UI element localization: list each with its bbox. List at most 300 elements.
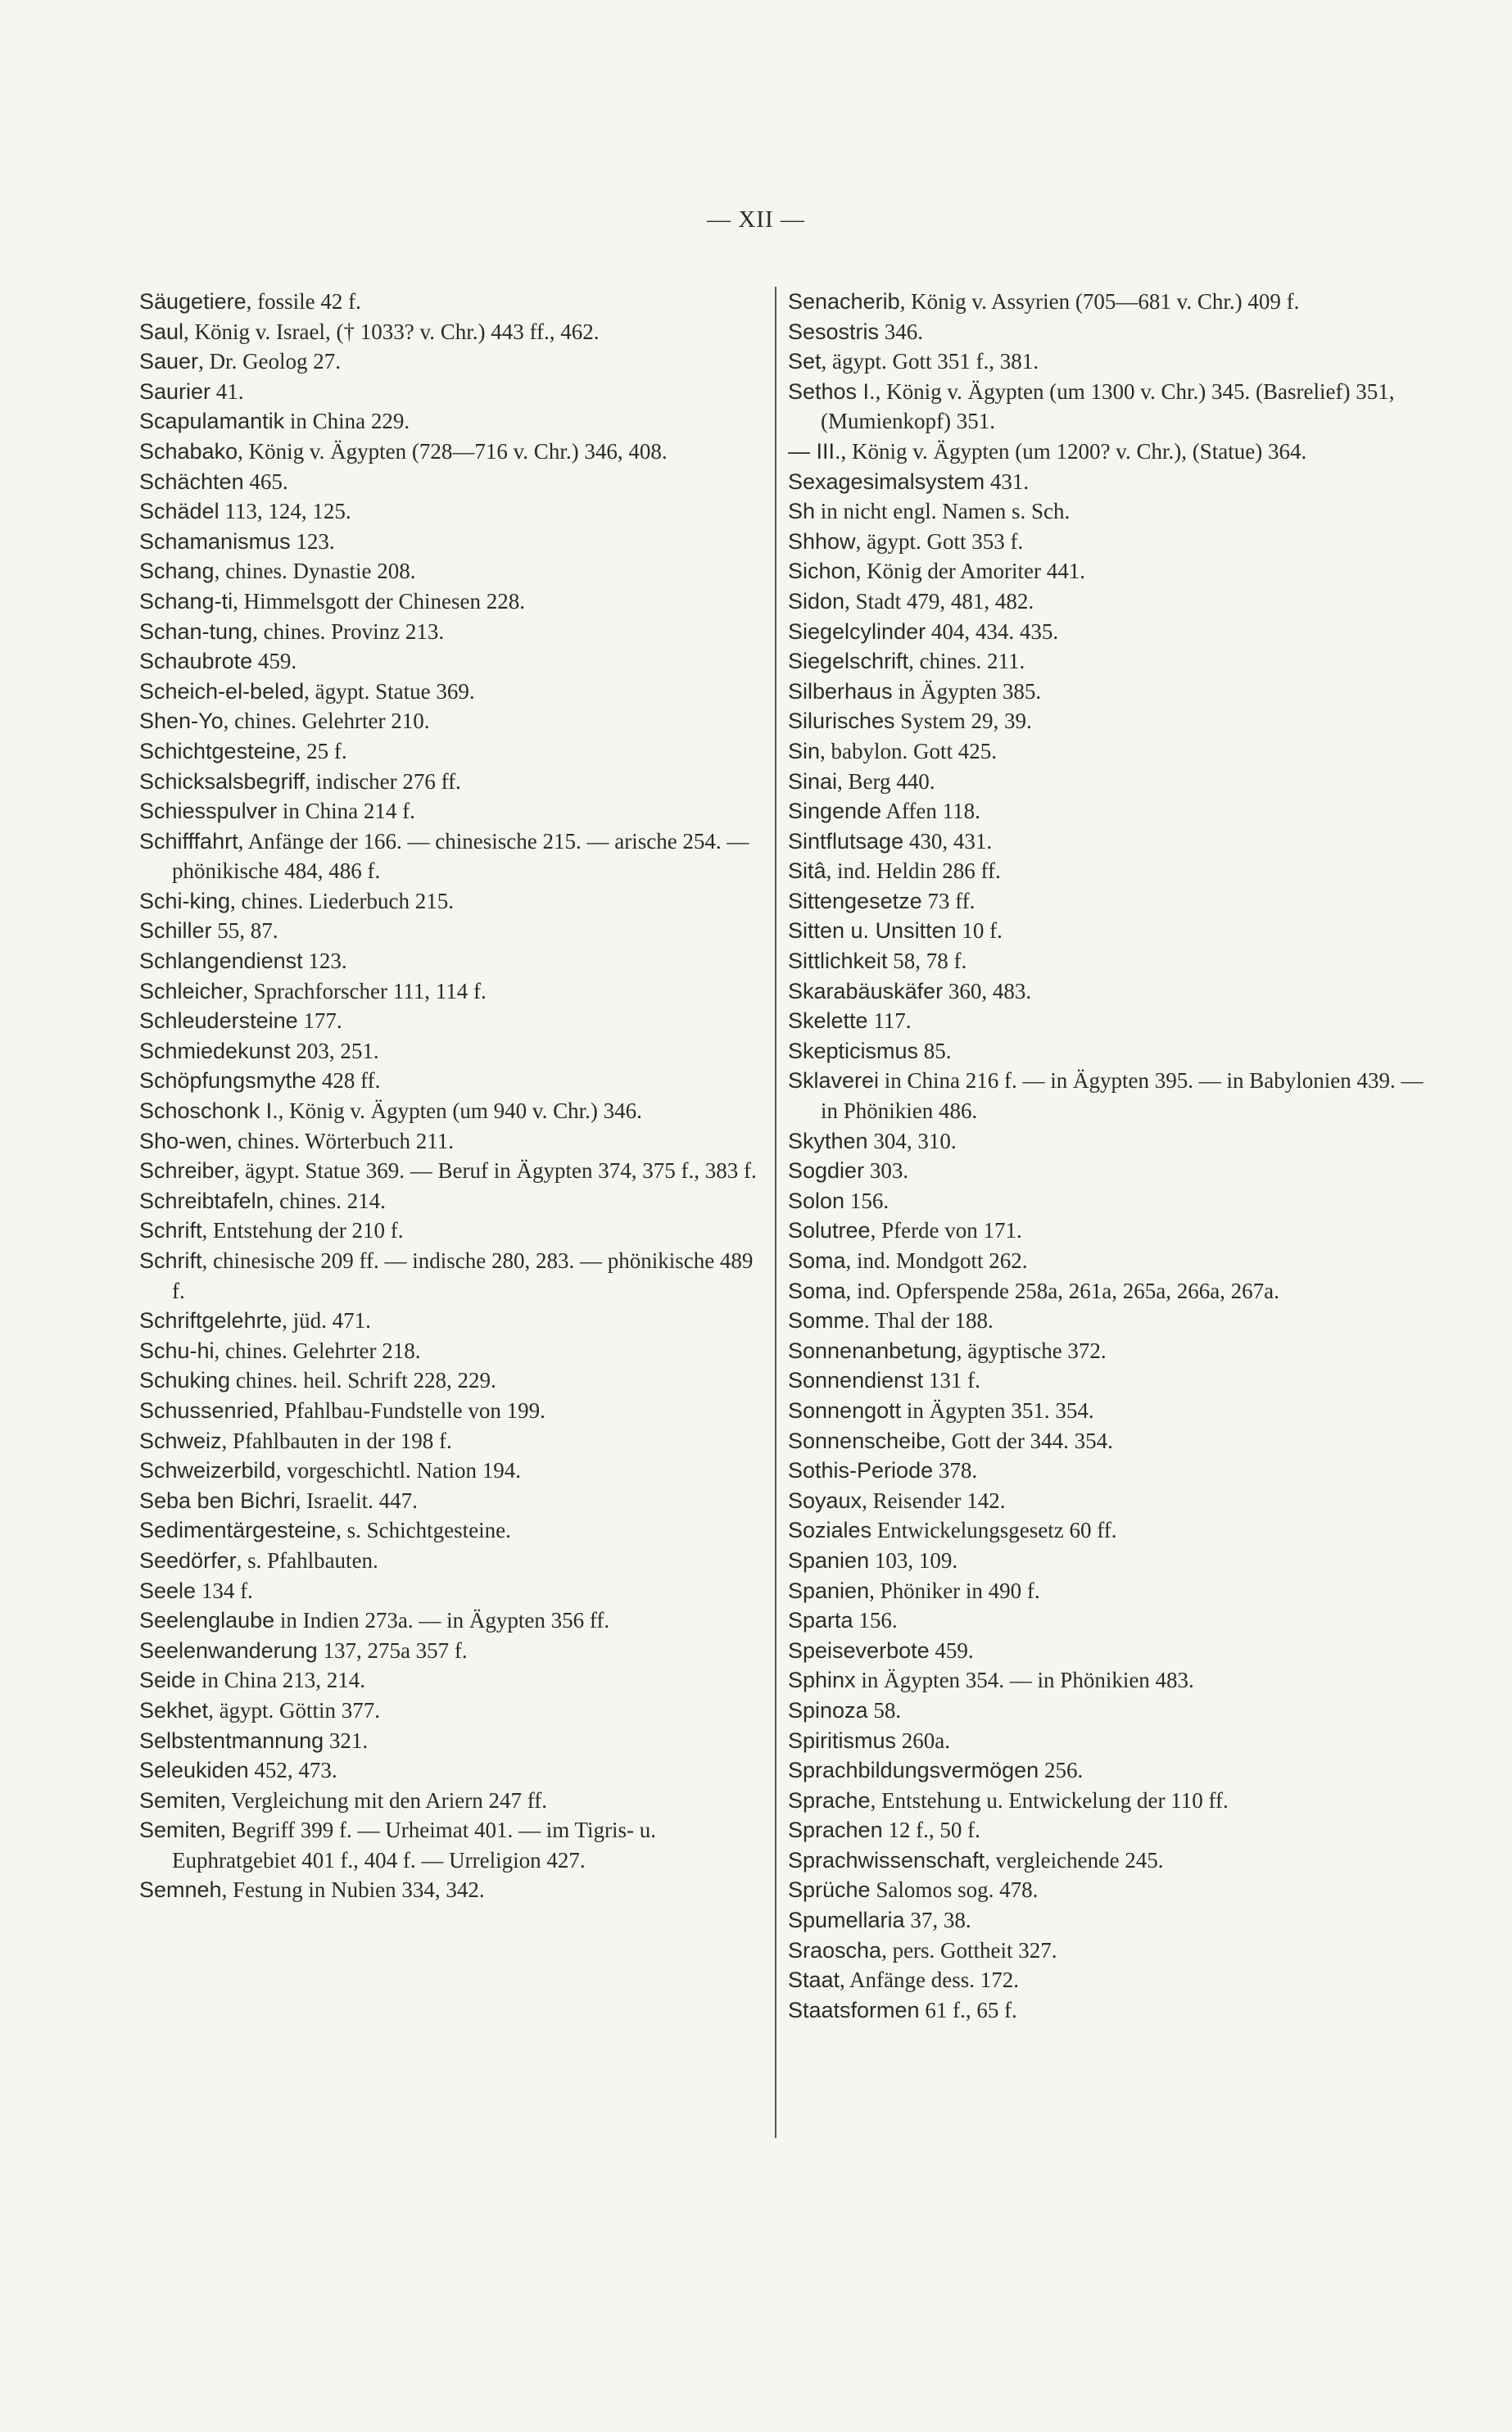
index-references: , Pferde von 171.: [870, 1218, 1022, 1243]
index-term: Sprachbildungsvermögen: [788, 1758, 1039, 1783]
index-term: Skythen: [788, 1128, 868, 1153]
index-entry: [139, 406, 767, 437]
index-entry: [139, 767, 767, 797]
index-term: Sittlichkeit: [788, 949, 888, 974]
index-term: Schlangendienst: [139, 949, 303, 974]
index-term: Solon: [788, 1188, 845, 1213]
index-entry: [139, 1726, 767, 1756]
index-term: Sprache: [788, 1787, 871, 1813]
index-references: 113, 124, 125.: [219, 499, 351, 524]
index-entry: [788, 617, 1427, 647]
index-entry: [139, 556, 767, 586]
index-entry: [139, 1815, 767, 1875]
index-term: Sitten u. Unsitten: [788, 918, 957, 944]
index-term: Soma: [788, 1278, 846, 1303]
index-entry: [139, 1156, 767, 1186]
index-references: , Himmelsgott der Chinesen 228.: [233, 588, 526, 614]
index-references: 37, 38.: [904, 1908, 971, 1933]
index-term: Spiritismus: [788, 1728, 897, 1753]
index-term: Sraoscha: [788, 1937, 882, 1963]
index-references: , chines. Liederbuch 215.: [230, 888, 454, 913]
index-entry: [788, 527, 1427, 557]
index-references: , König der Amoriter 441.: [855, 559, 1086, 584]
index-term: Schriftgelehrte: [139, 1308, 283, 1334]
index-entry: [788, 1636, 1427, 1666]
index-entry: [139, 1875, 767, 1905]
index-entry: [788, 736, 1427, 767]
index-references: , Entstehung der 210 f.: [201, 1218, 404, 1243]
index-column-left: [139, 287, 767, 1905]
index-term: Schreiber: [139, 1158, 234, 1184]
index-term: Seedörfer: [139, 1547, 237, 1573]
index-column-right: [788, 287, 1427, 2025]
index-entry: [788, 1006, 1427, 1036]
index-entry: [788, 916, 1427, 946]
index-references: 85.: [918, 1038, 952, 1063]
index-term: Schleudersteine: [139, 1008, 298, 1034]
index-references: 459.: [252, 649, 297, 674]
index-entry: [139, 617, 767, 647]
index-entry: [139, 1246, 767, 1306]
index-term: Singende: [788, 799, 882, 824]
index-references: , Festung in Nubien 334, 342.: [221, 1877, 485, 1903]
index-entry: [788, 1546, 1427, 1576]
index-term: Schi-king: [139, 888, 231, 913]
index-entry: [788, 1126, 1427, 1157]
column-divider: [775, 287, 776, 2138]
index-references: , König v. Ägypten (um 940 v. Chr.) 346.: [278, 1098, 642, 1124]
index-references: , Stadt 479, 481, 482.: [844, 588, 1034, 614]
index-term: Staat: [788, 1968, 840, 1993]
index-term: Sintflutsage: [788, 828, 904, 854]
index-term: Schan-tung: [139, 618, 253, 644]
index-references: , fossile 42 f.: [246, 289, 361, 314]
index-references: , pers. Gottheit 327.: [881, 1937, 1057, 1963]
index-entry: [788, 1456, 1427, 1486]
index-entry: [788, 1995, 1427, 2026]
index-term: Schu-hi: [139, 1338, 215, 1363]
index-references: , chines. 211.: [908, 649, 1025, 674]
index-term: Schädel: [139, 499, 220, 524]
index-term: Sethos I.: [788, 378, 876, 404]
index-entry: [139, 916, 767, 946]
index-entry: [788, 1936, 1427, 1966]
index-references: , ägypt. Statue 369. — Beruf in Ägypten 374, 375 f., 383 f.: [233, 1158, 757, 1184]
index-term: Schuking: [139, 1368, 231, 1393]
index-term: Sphinx: [788, 1668, 856, 1693]
index-term: Saurier: [139, 378, 211, 404]
index-entry: [139, 1605, 767, 1636]
index-references: , ägyptische 372.: [956, 1338, 1107, 1363]
index-term: Schreibtafeln: [139, 1188, 269, 1213]
index-term: Seelenglaube: [139, 1608, 275, 1633]
index-references: 360, 483.: [943, 978, 1032, 1003]
index-term: Soziales: [788, 1518, 872, 1543]
index-term: Sidon: [788, 588, 845, 614]
index-term: Sonnengott: [788, 1397, 902, 1423]
index-entry: [139, 1576, 767, 1606]
index-references: , König v. Ägypten (um 1300 v. Chr.) 345. (Basrelief) 351, (Mumienkopf) 351.: [821, 378, 1395, 434]
index-entry: [139, 1426, 767, 1456]
index-term: Sinai: [788, 768, 838, 794]
index-entry: [139, 1306, 767, 1336]
index-term: Shen-Yo: [139, 709, 224, 734]
index-references: , Gott der 344. 354.: [940, 1428, 1113, 1453]
index-references: , Reisender 142.: [862, 1488, 1006, 1513]
index-references: 452, 473.: [248, 1758, 337, 1783]
index-references: , Sprachforscher 111, 114 f.: [242, 978, 487, 1003]
index-references: 55, 87.: [211, 918, 278, 944]
index-references: , chinesische 209 ff. — indische 280, 283. — phönikische 489 f.: [172, 1248, 754, 1303]
index-references: , ägypt. Göttin 377.: [208, 1697, 381, 1723]
index-term: Siegelcylinder: [788, 618, 926, 644]
index-entry: [788, 1396, 1427, 1426]
index-term: Sklaverei: [788, 1068, 880, 1094]
index-entry: [788, 646, 1427, 677]
index-references: 134 f.: [196, 1578, 253, 1603]
index-term: Speiseverbote: [788, 1637, 930, 1663]
index-entry: [139, 1665, 767, 1696]
index-references: , chines. Gelehrter 218.: [214, 1338, 421, 1363]
index-entry: [139, 1006, 767, 1036]
index-entry: [788, 1786, 1427, 1816]
index-references: 103, 109.: [869, 1547, 958, 1573]
index-references: , Anfänge der 166. — chinesische 215. — arische 254. — phönikische 484, 486 f.: [172, 828, 749, 884]
index-entry: [788, 1905, 1427, 1936]
index-references: Affen 118.: [881, 799, 980, 824]
index-references: in China 213, 214.: [196, 1668, 366, 1693]
index-entry: [139, 346, 767, 377]
page-number: — XII —: [707, 206, 805, 233]
index-references: , chines. Provinz 213.: [252, 618, 445, 644]
index-term: Semiten: [139, 1787, 221, 1813]
index-term: Seba ben Bichri: [139, 1488, 296, 1513]
index-entry: [139, 1365, 767, 1396]
index-entry: [139, 1396, 767, 1426]
index-entry: [788, 1875, 1427, 1905]
index-term: Saul: [139, 319, 184, 344]
index-entry: [788, 1486, 1427, 1516]
index-references: in China 216 f. — in Ägypten 395. — in Babylonien 439. — in Phönikien 486.: [821, 1068, 1424, 1124]
index-entry: [788, 946, 1427, 976]
index-references: in Ägypten 351. 354.: [901, 1397, 1094, 1423]
index-entry: [788, 1965, 1427, 1995]
index-references: 404, 434. 435.: [926, 618, 1059, 644]
index-references: 378.: [933, 1458, 978, 1483]
index-term: Sonnenanbetung: [788, 1338, 957, 1363]
index-entry: [788, 1605, 1427, 1636]
index-references: , Pfahlbauten in der 198 f.: [221, 1428, 452, 1453]
index-references: , jüd. 471.: [282, 1308, 371, 1334]
index-entry: [788, 1815, 1427, 1846]
index-term: Sesostris: [788, 319, 880, 344]
index-entry: [139, 1486, 767, 1516]
index-references: , Israelit. 447.: [295, 1488, 418, 1513]
index-entry: [139, 467, 767, 497]
index-entry: [788, 1426, 1427, 1456]
index-entry: [139, 736, 767, 767]
index-term: Schmiedekunst: [139, 1038, 291, 1063]
index-entry: [139, 886, 767, 917]
index-references: , ind. Opferspende 258a, 261a, 265a, 266a, 267a.: [845, 1278, 1279, 1303]
index-references: , s. Schichtgesteine.: [336, 1518, 511, 1543]
index-entry: [788, 467, 1427, 497]
index-references: 156.: [853, 1608, 898, 1633]
index-entry: [139, 1066, 767, 1096]
index-term: Schrift: [139, 1248, 202, 1273]
index-term: Siegelschrift: [788, 649, 909, 674]
index-term: Soma: [788, 1248, 846, 1273]
index-term: Schicksalsbegriff: [139, 768, 306, 794]
index-entry: [788, 767, 1427, 797]
index-references: in nicht engl. Namen s. Sch.: [815, 499, 1071, 524]
index-references: 58, 78 f.: [887, 949, 967, 974]
index-entry: [788, 1216, 1427, 1246]
index-references: 304, 310.: [867, 1128, 957, 1153]
index-term: Sprachwissenschaft: [788, 1847, 985, 1873]
index-term: Sh: [788, 499, 816, 524]
index-references: 459.: [929, 1637, 974, 1663]
index-references: System 29, 39.: [894, 709, 1032, 734]
index-references: 346.: [879, 319, 924, 344]
index-term: Sho-wen: [139, 1128, 227, 1153]
index-term: Semneh: [139, 1877, 222, 1903]
index-references: in Ägypten 354. — in Phönikien 483.: [855, 1668, 1194, 1693]
index-entry: [788, 1755, 1427, 1786]
index-entry: [139, 1336, 767, 1366]
index-references: , König v. Israel, († 1033? v. Chr.) 443 ff., 462.: [183, 319, 600, 344]
index-term: Sauer: [139, 349, 199, 374]
index-term: Sonnendienst: [788, 1368, 924, 1393]
index-references: 117.: [867, 1008, 912, 1034]
index-term: Silurisches: [788, 709, 895, 734]
index-entry: [788, 706, 1427, 736]
index-term: Sparta: [788, 1608, 853, 1633]
index-term: Schifffahrt: [139, 828, 238, 854]
index-entry: [788, 856, 1427, 886]
index-references: 465.: [243, 469, 288, 494]
index-term: Skarabäuskäfer: [788, 978, 944, 1003]
index-term: Schabako: [139, 438, 238, 464]
index-references: , ind. Heldin 286 ff.: [826, 858, 1001, 884]
index-term: Seelenwanderung: [139, 1637, 318, 1663]
index-term: Seide: [139, 1668, 197, 1693]
index-term: Spanien: [788, 1578, 870, 1603]
index-term: Spinoza: [788, 1697, 868, 1723]
index-term: Senacherib: [788, 289, 900, 314]
index-entry: [139, 1036, 767, 1067]
index-term: Sin: [788, 738, 821, 763]
index-entry: [788, 346, 1427, 377]
index-entry: [788, 1336, 1427, 1366]
index-references: , König v. Ägypten (um 1200? v. Chr.), (Statue) 364.: [840, 438, 1307, 464]
index-term: Set: [788, 349, 822, 374]
index-entry: [788, 1156, 1427, 1186]
index-entry: [788, 377, 1427, 437]
index-term: Schiesspulver: [139, 799, 278, 824]
index-references: , 25 f.: [295, 738, 347, 763]
index-term: Shhow: [788, 528, 856, 554]
index-entry: [139, 1786, 767, 1816]
index-term: Spanien: [788, 1547, 870, 1573]
index-term: Sittengesetze: [788, 888, 922, 913]
index-entry: [788, 1665, 1427, 1696]
index-entry: [139, 1216, 767, 1246]
index-references: in China 229.: [284, 409, 410, 434]
index-entry: [788, 1276, 1427, 1307]
index-references: , ägypt. Statue 369.: [304, 678, 475, 704]
index-entry: [788, 976, 1427, 1007]
index-entry: [788, 1696, 1427, 1726]
index-references: 61 f., 65 f.: [919, 1997, 1017, 2022]
index-entry: [788, 886, 1427, 917]
index-term: Schichtgesteine: [139, 738, 296, 763]
index-references: 177.: [297, 1008, 342, 1034]
index-references: chines. heil. Schrift 228, 229.: [230, 1368, 496, 1393]
index-references: 321.: [324, 1728, 369, 1753]
index-term: Seele: [139, 1578, 197, 1603]
index-term: Schaubrote: [139, 649, 253, 674]
index-term: Schweiz: [139, 1428, 222, 1453]
index-entry: [139, 1755, 767, 1786]
index-term: Silberhaus: [788, 678, 893, 704]
index-entry: [139, 1456, 767, 1486]
index-references: , vorgeschichtl. Nation 194.: [275, 1458, 522, 1483]
index-references: , s. Pfahlbauten.: [236, 1547, 378, 1573]
index-references: 131 f.: [923, 1368, 980, 1393]
index-term: Sitâ: [788, 858, 826, 884]
index-references: , Begriff 399 f. — Urheimat 401. — im Tigris- u. Euphratgebiet 401 f., 404 f. — Urreligion 427.: [172, 1818, 657, 1873]
index-entry: [788, 586, 1427, 617]
index-references: 203, 251.: [290, 1038, 379, 1063]
index-term: Somme: [788, 1308, 865, 1334]
index-entry: [139, 827, 767, 886]
index-term: Schrift: [139, 1218, 202, 1243]
index-entry: [788, 1846, 1427, 1876]
index-term: Skepticismus: [788, 1038, 919, 1063]
index-references: 256.: [1039, 1758, 1084, 1783]
index-entry: [788, 827, 1427, 857]
index-references: , Anfänge dess. 172.: [840, 1968, 1020, 1993]
index-entry: [139, 976, 767, 1007]
index-references: , chines. Gelehrter 210.: [223, 709, 430, 734]
index-entry: [139, 677, 767, 707]
index-term: — III.: [788, 438, 841, 464]
index-entry: [139, 496, 767, 527]
index-references: , ind. Mondgott 262.: [845, 1248, 1028, 1273]
index-references: 303.: [864, 1158, 909, 1184]
index-entry: [788, 287, 1427, 317]
index-entry: [139, 1126, 767, 1157]
index-references: Entwickelungsgesetz 60 ff.: [871, 1518, 1117, 1543]
index-term: Sogdier: [788, 1158, 865, 1184]
index-references: , König v. Assyrien (705—681 v. Chr.) 409 f.: [899, 289, 1300, 314]
index-entry: [788, 1576, 1427, 1606]
index-references: , Phöniker in 490 f.: [869, 1578, 1040, 1603]
index-entry: [139, 377, 767, 407]
index-entry: [788, 1515, 1427, 1546]
index-entry: [788, 317, 1427, 347]
index-references: 58.: [867, 1697, 902, 1723]
index-entry: [139, 1515, 767, 1546]
index-term: Sedimentärgesteine: [139, 1518, 337, 1543]
index-entry: [788, 1186, 1427, 1216]
index-references: , chines. Dynastie 208.: [214, 559, 416, 584]
index-entry: [788, 677, 1427, 707]
index-entry: [139, 437, 767, 467]
index-term: Soyaux: [788, 1488, 862, 1513]
index-references: 12 f., 50 f.: [882, 1818, 980, 1843]
index-term: Schweizerbild: [139, 1458, 276, 1483]
index-entry: [139, 527, 767, 557]
index-entry: [788, 1365, 1427, 1396]
index-references: , ägypt. Gott 353 f.: [855, 528, 1024, 554]
index-term: Selbstentmannung: [139, 1728, 324, 1753]
index-term: Skelette: [788, 1008, 868, 1034]
index-references: 41.: [211, 378, 244, 404]
index-references: 431.: [985, 469, 1030, 494]
index-references: , chines. Wörterbuch 211.: [226, 1128, 455, 1153]
index-term: Schussenried: [139, 1397, 274, 1423]
index-term: Säugetiere: [139, 289, 247, 314]
index-entry: [139, 1096, 767, 1126]
index-references: 260a.: [896, 1728, 951, 1753]
index-term: Schleicher: [139, 978, 243, 1003]
index-references: , Pfahlbau-Fundstelle von 199.: [273, 1397, 545, 1423]
index-references: 123.: [302, 949, 347, 974]
index-entry: [139, 1696, 767, 1726]
index-references: , vergleichende 245.: [985, 1847, 1164, 1873]
index-term: Sichon: [788, 559, 856, 584]
index-term: Sprachen: [788, 1818, 883, 1843]
index-references: , Dr. Geolog 27.: [198, 349, 342, 374]
index-references: , ägypt. Gott 351 f., 381.: [821, 349, 1039, 374]
index-term: Sekhet: [139, 1697, 209, 1723]
index-entry: [788, 496, 1427, 527]
index-entry: [139, 946, 767, 976]
index-term: Scapulamantik: [139, 409, 285, 434]
index-references: , Vergleichung mit den Ariern 247 ff.: [220, 1787, 547, 1813]
index-term: Staatsformen: [788, 1997, 920, 2022]
index-term: Schamanismus: [139, 528, 291, 554]
index-references: , babylon. Gott 425.: [820, 738, 998, 763]
index-term: Schöpfungsmythe: [139, 1068, 317, 1094]
index-references: , König v. Ägypten (728—716 v. Chr.) 346, 408.: [238, 438, 668, 464]
index-term: Sprüche: [788, 1877, 871, 1903]
index-references: 137, 275a 357 f.: [317, 1637, 468, 1663]
index-term: Schang-ti: [139, 588, 233, 614]
index-term: Seleukiden: [139, 1758, 249, 1783]
index-entry: [139, 646, 767, 677]
index-references: 10 f.: [956, 918, 1003, 944]
index-entry: [788, 796, 1427, 827]
index-entry: [139, 1186, 767, 1216]
index-references: . Thal der 188.: [864, 1308, 994, 1334]
index-references: in Indien 273a. — in Ägypten 356 ff.: [274, 1608, 610, 1633]
index-entry: [788, 437, 1427, 467]
index-term: Sexagesimalsystem: [788, 469, 985, 494]
index-references: 156.: [844, 1188, 890, 1213]
index-entry: [788, 1246, 1427, 1276]
index-entry: [788, 1306, 1427, 1336]
index-references: , chines. 214.: [268, 1188, 386, 1213]
index-references: Salomos sog. 478.: [870, 1877, 1039, 1903]
index-term: Sothis-Periode: [788, 1458, 934, 1483]
index-references: 123.: [290, 528, 335, 554]
index-entry: [788, 556, 1427, 586]
index-term: Schiller: [139, 918, 212, 944]
index-references: in China 214 f.: [277, 799, 415, 824]
